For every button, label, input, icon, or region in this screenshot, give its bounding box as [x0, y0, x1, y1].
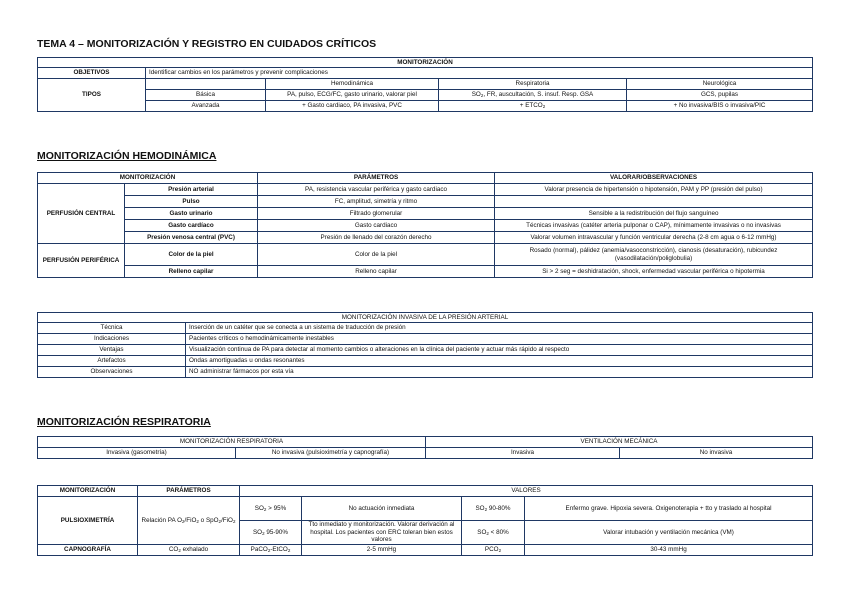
- pa-invasiva-table: [37, 312, 813, 378]
- avanzada-resp: + $ETCO_2$: [439, 101, 627, 112]
- basica-resp: $SO_2$, FR, auscultación, S. insuf. Resp. GSA: [439, 90, 627, 101]
- objetivos-text: Identificar cambios en los parámetros y prevenir complicaciones: [146, 68, 813, 79]
- row-obs: Sensible a la redistribución del flujo sanguíneo: [495, 208, 813, 220]
- so2-90-80-text: Enfermo grave. Hipoxia severa. Oxigenoterapia + tto y traslado al hospital: [525, 497, 813, 521]
- row-name: Presión arterial: [125, 184, 258, 196]
- row-obs: Valorar presencia de hipertensión o hipotensión, PAM y PP (presión del pulso): [495, 184, 813, 196]
- row-name: Presión venosa central (PVC): [125, 232, 258, 244]
- pa-row-label: Artefactos: [38, 356, 186, 367]
- row-param: Relleno capilar: [258, 266, 495, 278]
- tipos-label: TIPOS: [38, 79, 146, 112]
- so2-95-text: No actuación inmediata: [302, 497, 462, 521]
- pulsioximetria-label: PULSIOXIMETRÍA: [38, 497, 138, 545]
- row-name: Gasto cardíaco: [125, 220, 258, 232]
- so2-95-90-text: Tto inmediato y monitorización. Valorar derivación al hospital. Los pacientes con ERC toleran bien estos valores: [302, 521, 462, 545]
- pa-row-text: Ondas amortiguadas u ondas resonantes: [186, 356, 813, 367]
- monitorizacion-table: [37, 57, 813, 112]
- respiratoria-table: [37, 436, 813, 459]
- so2-95-90: $SO_2$ 95-90%: [240, 521, 302, 545]
- pa-row-text: Inserción de un catéter que se conecta a un sistema de traducción de presión: [186, 323, 813, 334]
- basica-neuro: GCS, pupilas: [627, 90, 813, 101]
- row-name: Pulso: [125, 196, 258, 208]
- col-hemodinamica: Hemodinámica: [266, 79, 439, 90]
- capnografia-label: CAPNOGRAFÍA: [38, 545, 138, 556]
- row-obs: Técnicas invasivas (catéter arteria pulponar o CAP), mínimamente invasivas o no invasivas: [495, 220, 813, 232]
- basica-hemo: PA, pulso, ECG/FC, gasto urinario, valorar piel: [266, 90, 439, 101]
- perfusion-central-label: PERFUSIÓN CENTRAL: [38, 184, 125, 244]
- ratio-param: Relación PA $O_2/FiO_2$ o SpO$_2$/FiO$_2$: [138, 497, 240, 545]
- pa-row-label: Indicaciones: [38, 334, 186, 345]
- row-param: FC, amplitud, simetría y ritmo: [258, 196, 495, 208]
- pa-row-label: Ventajas: [38, 345, 186, 356]
- paco2-value: 2-5 mmHg: [302, 545, 462, 556]
- objetivos-label: OBJETIVOS: [38, 68, 146, 79]
- pco2: $PCO_2$: [462, 545, 525, 556]
- pa-row-label: Técnica: [38, 323, 186, 334]
- empty-cell: [146, 79, 266, 90]
- vent-invasiva: Invasiva: [426, 448, 620, 459]
- so2-95: $SO_2 > 95\%$: [240, 497, 302, 521]
- capno-param: $CO_2$ exhalado: [138, 545, 240, 556]
- section-title-respiratoria: MONITORIZACIÓN RESPIRATORIA: [37, 416, 211, 428]
- row-param: Gasto cardiaco: [258, 220, 495, 232]
- header-monit: MONITORIZACIÓN: [38, 486, 138, 497]
- col-respiratoria: Respiratoria: [439, 79, 627, 90]
- pa-row-text: Visualización continua de PA para detectar al momento cambios o alteraciones en la clínica del paciente y actuar más rápido al respecto: [186, 345, 813, 356]
- row-obs: Rosado (normal), pálidez (anemia/vasoconstricción), cianosis (desaturación), rubicundez (vasodilatación/poliglobulia): [495, 244, 813, 266]
- vent-no-invasiva: No invasiva: [620, 448, 813, 459]
- row-param: Color de la piel: [258, 244, 495, 266]
- header-monit-resp: MONITORIZACIÓN RESPIRATORIA: [38, 437, 426, 448]
- perfusion-periferica-label: PERFUSIÓN PERIFÉRICA: [38, 244, 125, 278]
- avanzada-hemo: + Gasto cardiaco, PA invasiva, PVC: [266, 101, 439, 112]
- valores-table: [37, 485, 813, 556]
- header-parametros: PARÁMETROS: [138, 486, 240, 497]
- row-obs: Si > 2 seg = deshidratación, shock, enfermedad vascular periférica o hipotermia: [495, 266, 813, 278]
- resp-no-invasiva: No invasiva (pulsioximetría y capnografía): [236, 448, 426, 459]
- so2-90-80: $SO_2$ 90-80%: [462, 497, 525, 521]
- header-valorar: VALORAR/OBSERVACIONES: [495, 173, 813, 184]
- row-obs: [495, 196, 813, 208]
- row-param: Presión de llenado del corazón derecho: [258, 232, 495, 244]
- row-param: Filtrado glomerular: [258, 208, 495, 220]
- monitorizacion-header: MONITORIZACIÓN: [38, 58, 813, 68]
- header-ventilacion: VENTILACIÓN MECÁNICA: [426, 437, 813, 448]
- row-name: Color de la piel: [125, 244, 258, 266]
- row-name: Gasto urinario: [125, 208, 258, 220]
- avanzada-neuro: + No invasiva/BIS o invasiva/PIC: [627, 101, 813, 112]
- header-parametros: PARÁMETROS: [258, 173, 495, 184]
- paco2-etco2: PaCO$_2$-EtCO$_2$: [240, 545, 302, 556]
- so2-80: $SO_2 < 80\%$: [462, 521, 525, 545]
- pa-row-text: Pacientes críticos o hemodinámicamente inestables: [186, 334, 813, 345]
- pa-row-text: NO administrar fármacos por esta vía: [186, 367, 813, 378]
- basica-label: Básica: [146, 90, 266, 101]
- header-monitorizacion: MONITORIZACIÓN: [38, 173, 258, 184]
- pa-row-label: Observaciones: [38, 367, 186, 378]
- row-name: Relleno capilar: [125, 266, 258, 278]
- avanzada-label: Avanzada: [146, 101, 266, 112]
- resp-invasiva: Invasiva (gasometría): [38, 448, 236, 459]
- row-obs: Valorar volumen intravascular y función ventricular derecha (2-8 cm agua o 6-12 mmHg): [495, 232, 813, 244]
- pco2-value: 30-43 mmHg: [525, 545, 813, 556]
- so2-80-text: Valorar intubación y ventilación mecánica (VM): [525, 521, 813, 545]
- page-title: TEMA 4 – MONITORIZACIÓN Y REGISTRO EN CUIDADOS CRÍTICOS: [37, 38, 377, 50]
- row-param: PA, resistencia vascular periférica y gasto cardiaco: [258, 184, 495, 196]
- pa-invasiva-header: MONITORIZACIÓN INVASIVA DE LA PRESIÓN ARTERIAL: [38, 313, 813, 323]
- section-title-hemodinamica: MONITORIZACIÓN HEMODINÁMICA: [37, 150, 217, 162]
- col-neurologica: Neurológica: [627, 79, 813, 90]
- hemodinamica-table: [37, 172, 813, 278]
- header-valores: VALORES: [240, 486, 813, 497]
